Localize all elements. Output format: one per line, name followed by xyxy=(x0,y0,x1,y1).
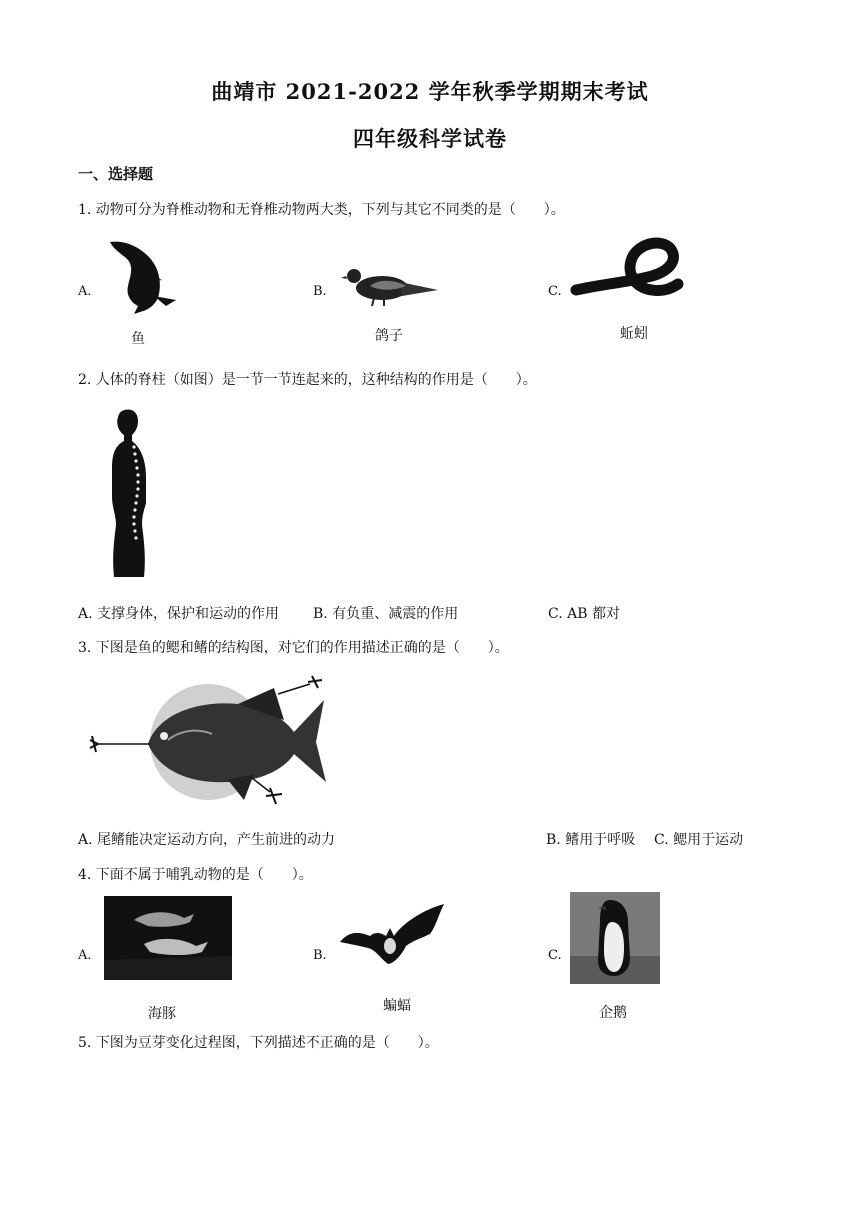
q4-option-a-caption: 海豚 xyxy=(148,1006,176,1022)
q4-option-c-letter: C. xyxy=(548,948,562,963)
penguin-icon xyxy=(570,892,660,984)
pigeon-icon xyxy=(340,264,440,308)
q2-option-a: A. 支撑身体，保护和运动的作用 xyxy=(78,606,280,622)
fish-icon xyxy=(104,236,180,316)
q1-option-b-letter: B. xyxy=(313,284,327,299)
exam-title: 曲靖市 2021-2022 学年秋季学期期末考试 xyxy=(211,79,649,104)
question-5-text: 5. 下图为豆芽变化过程图，下列描述不正确的是（ ）。 xyxy=(78,1035,439,1051)
question-1-text: 1. 动物可分为脊椎动物和无脊椎动物两大类，下列与其它不同类的是（ ）。 xyxy=(78,202,565,218)
bat-icon xyxy=(338,902,448,966)
dolphin-icon xyxy=(104,896,232,980)
question-3-text: 3. 下图是鱼的鳃和鳍的结构图，对它们的作用描述正确的是（ ）。 xyxy=(78,640,509,656)
section-title: 一、选择题 xyxy=(78,165,154,183)
q1-option-c-letter: C. xyxy=(548,284,562,299)
q2-option-c: C. AB 都对 xyxy=(548,606,620,622)
q3-option-c: C. 鳃用于运动 xyxy=(654,832,744,848)
earthworm-icon xyxy=(572,238,682,304)
q4-option-c-caption: 企鹅 xyxy=(599,1005,627,1021)
spine-figure-icon xyxy=(106,407,156,579)
fish-structure-icon xyxy=(88,670,338,812)
question-4-text: 4. 下面不属于哺乳动物的是（ ）。 xyxy=(78,867,313,883)
question-2-text: 2. 人体的脊柱（如图）是一节一节连起来的，这种结构的作用是（ ）。 xyxy=(78,372,537,388)
q1-option-a-caption: 鱼 xyxy=(131,331,145,347)
q2-option-b: B. 有负重、减震的作用 xyxy=(313,606,459,622)
q4-option-b-letter: B. xyxy=(313,948,327,963)
q4-option-b-caption: 蝙蝠 xyxy=(383,998,411,1014)
q3-option-b: B. 鳍用于呼吸 xyxy=(546,832,636,848)
q4-option-a-letter: A. xyxy=(78,948,92,963)
q3-option-a: A. 尾鳍能决定运动方向，产生前进的动力 xyxy=(78,832,336,848)
exam-subtitle: 四年级科学试卷 xyxy=(353,126,507,151)
q1-option-b-caption: 鸽子 xyxy=(375,328,403,344)
q1-option-a-letter: A. xyxy=(78,284,92,299)
q1-option-c-caption: 蚯蚓 xyxy=(620,326,648,342)
